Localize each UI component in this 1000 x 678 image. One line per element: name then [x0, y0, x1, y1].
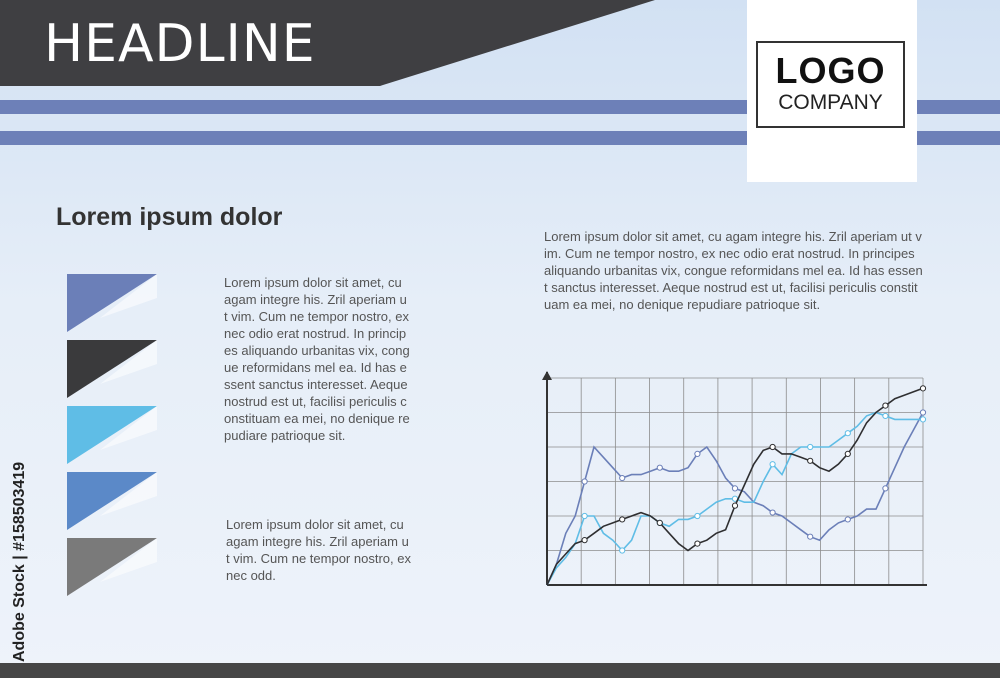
flag-icon	[67, 274, 157, 332]
series-point-3	[620, 517, 625, 522]
logo-title: LOGO	[775, 50, 886, 91]
series-point-3	[845, 451, 850, 456]
series-point-2	[808, 444, 813, 449]
chart-axes	[542, 371, 927, 585]
series-point-1	[808, 534, 813, 539]
company-logo	[756, 41, 905, 128]
series-point-1	[770, 510, 775, 515]
paragraph-left-top: Lorem ipsum dolor sit amet, cu agam integre his. Zril aperiam ut vim. Cum ne tempor nostro, ex nec odio erat nostrud. In principes aliquando urbanitas vix, congue reformidans mel ea. Id has essent sanctus interesset. Aeque nostrud est ut, facilisi periculis constituam ea mei, no denique repudiare patrioque sit.	[224, 275, 410, 443]
paragraph-left-bottom: Lorem ipsum dolor sit amet, cu agam integre his. Zril aperiam ut vim. Cum ne tempor nostro, ex nec odd.	[226, 517, 411, 583]
line-chart	[535, 370, 935, 595]
flag-icon	[67, 472, 157, 530]
series-point-2	[582, 513, 587, 518]
logo-subtitle: COMPANY	[778, 91, 883, 114]
side-credit	[9, 442, 33, 662]
chart-grid	[547, 378, 923, 585]
chart-series	[547, 386, 926, 585]
series-point-1	[620, 475, 625, 480]
series-point-1	[845, 517, 850, 522]
series-point-2	[770, 462, 775, 467]
series-point-1	[695, 451, 700, 456]
headline: HEADLINE	[44, 14, 316, 74]
series-point-3	[732, 503, 737, 508]
series-point-1	[883, 486, 888, 491]
series-point-2	[620, 548, 625, 553]
series-point-3	[695, 541, 700, 546]
flag-icon	[67, 340, 157, 398]
flag-icon	[67, 538, 157, 596]
series-point-1	[920, 410, 925, 415]
bottom-bar	[0, 663, 1000, 678]
series-point-1	[657, 465, 662, 470]
y-axis-arrow-icon	[542, 371, 552, 380]
paragraph-right: Lorem ipsum dolor sit amet, cu agam integre his. Zril aperiam ut vim. Cum ne tempor nostro, ex nec odio erat nostrud. In principes aliquando urbanitas vix, congue reformidans mel ea. Id has essent sanctus interesset. Aeque nostrud est ut, facilisi periculis constituam ea mei, no denique repudiare patrioque sit.	[544, 229, 923, 312]
series-point-3	[770, 444, 775, 449]
series-point-3	[883, 403, 888, 408]
series-point-1	[732, 486, 737, 491]
series-point-2	[695, 513, 700, 518]
series-point-2	[845, 431, 850, 436]
flag-icons	[60, 268, 170, 608]
flag-icon	[67, 406, 157, 464]
series-point-3	[582, 538, 587, 543]
side-credit-text: Adobe Stock | #158503419	[11, 461, 28, 662]
series-point-2	[883, 413, 888, 418]
section-title: Lorem ipsum dolor	[56, 203, 283, 231]
series-point-3	[808, 458, 813, 463]
series-point-1	[582, 479, 587, 484]
series-point-2	[920, 417, 925, 422]
series-point-3	[657, 520, 662, 525]
series-point-3	[920, 386, 925, 391]
